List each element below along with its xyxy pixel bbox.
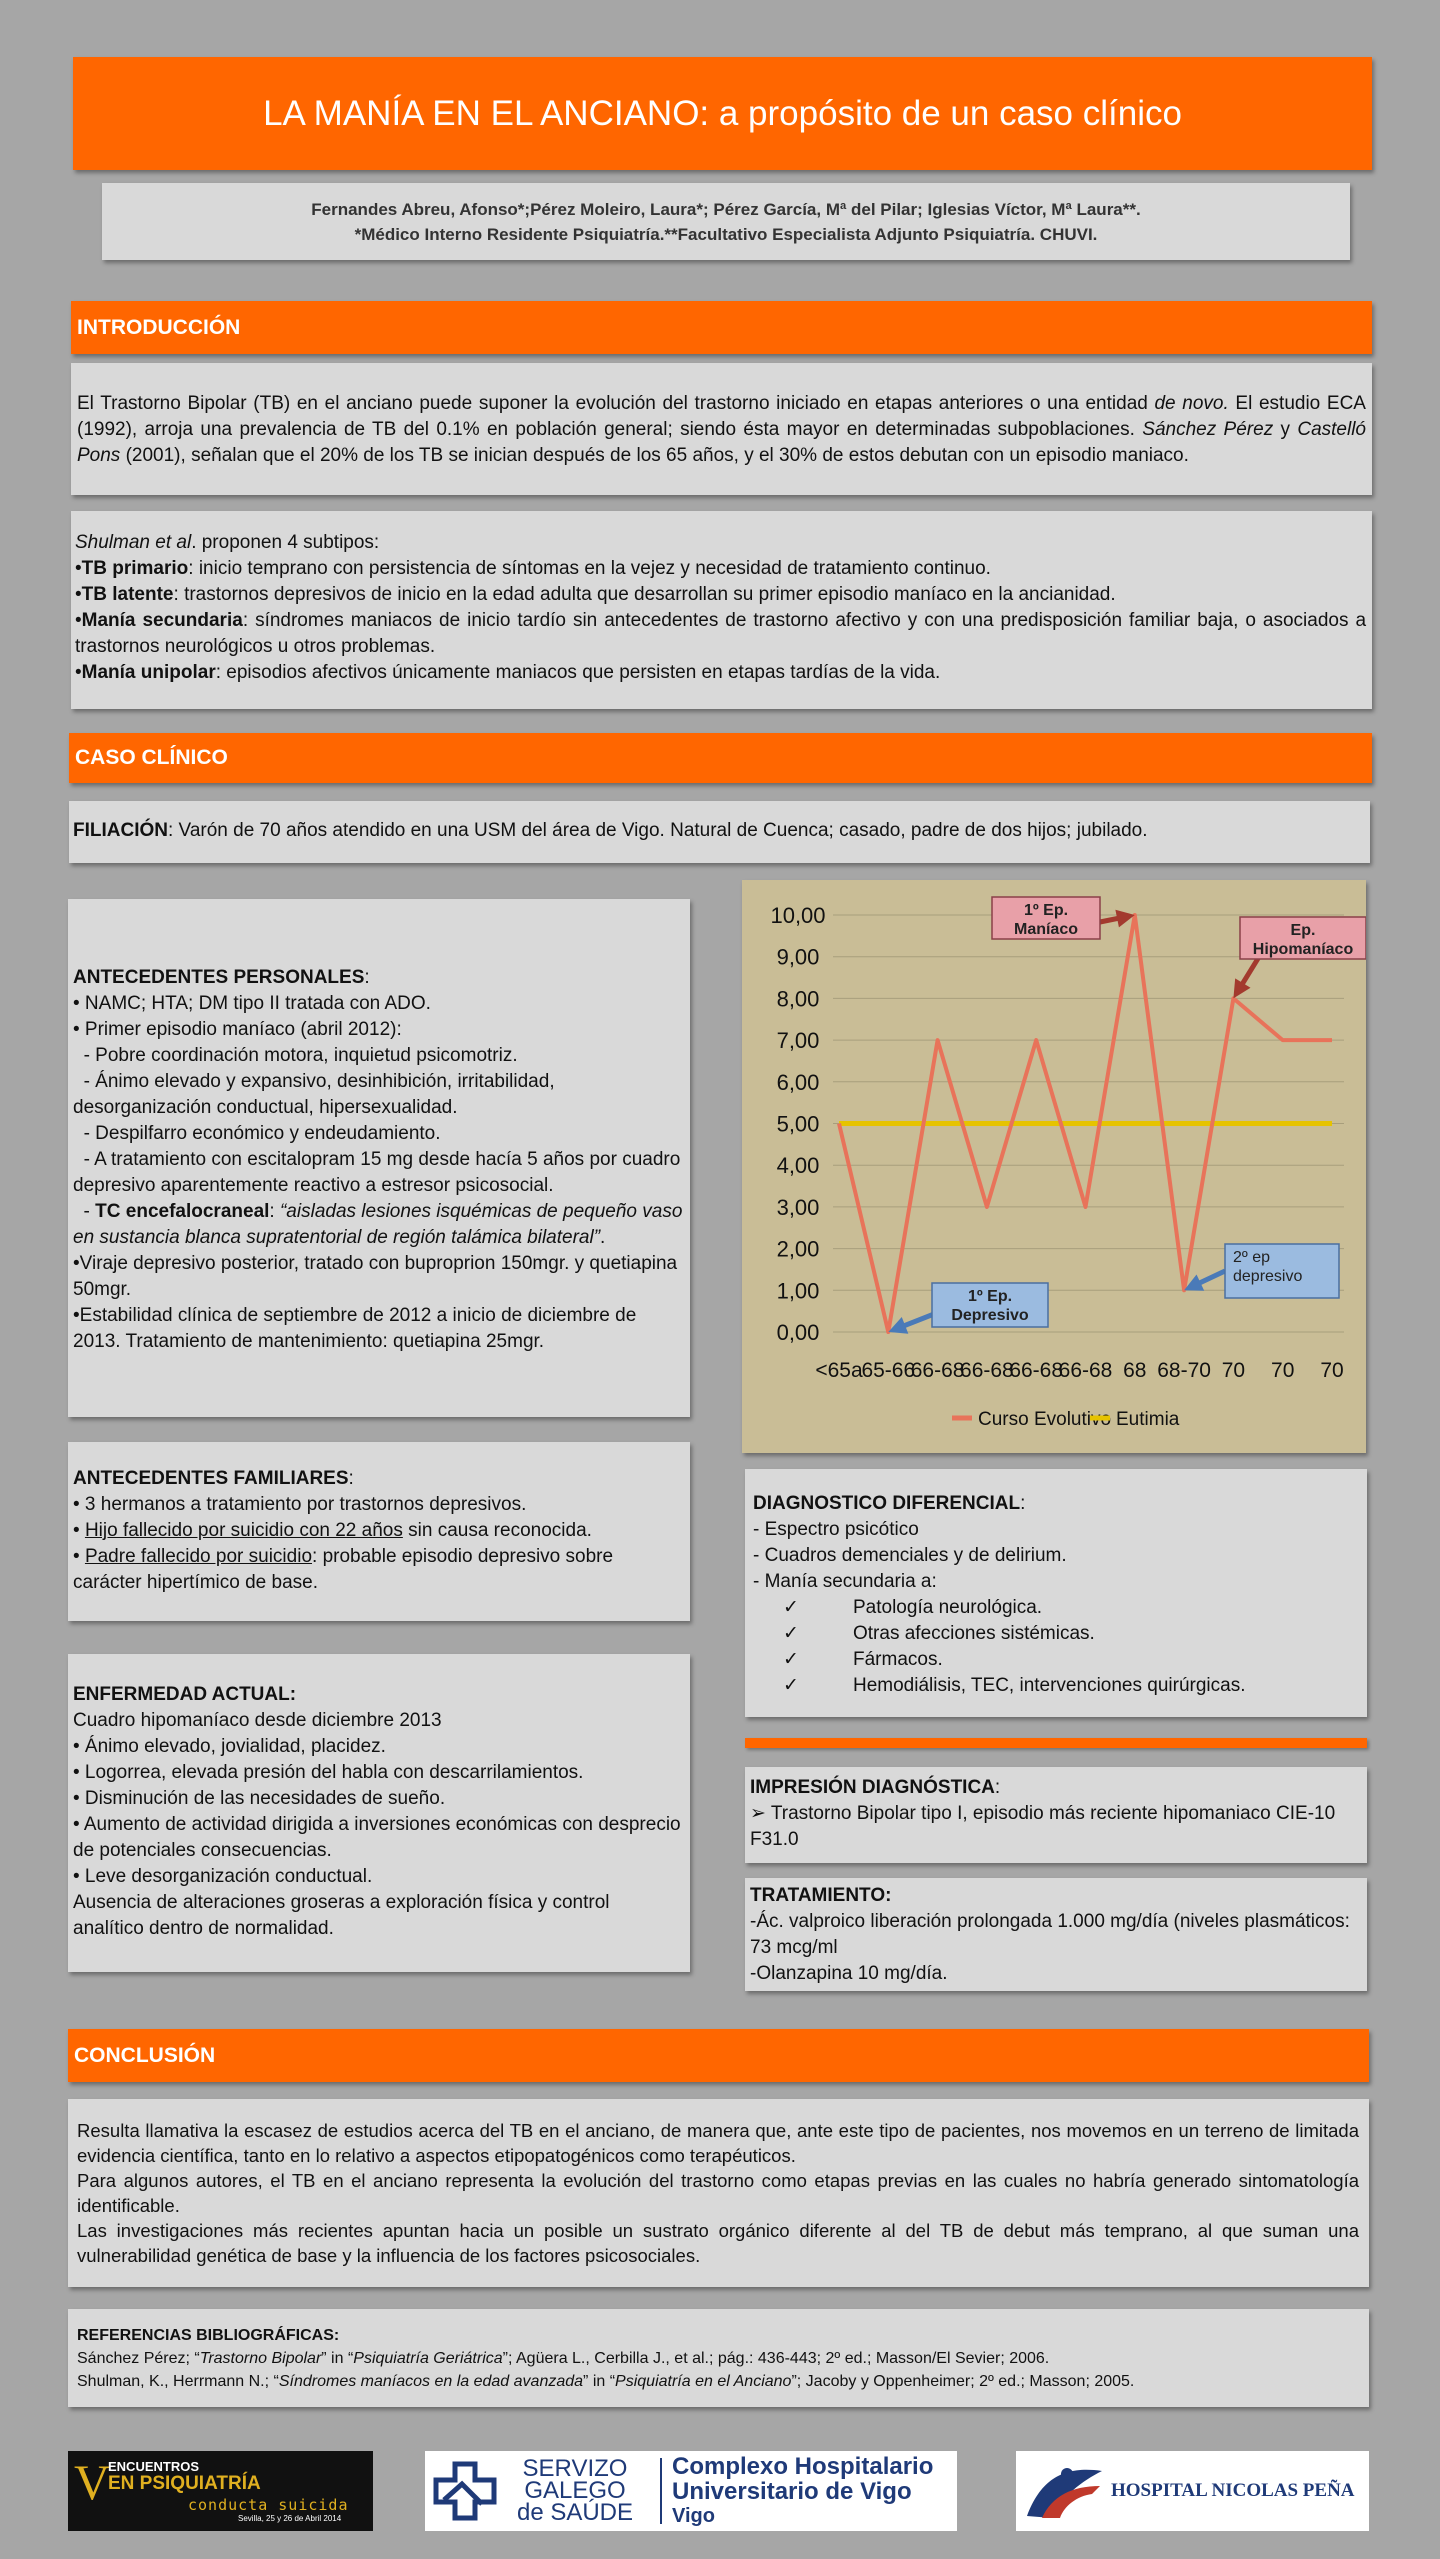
personal-heading: ANTECEDENTES PERSONALES:: [73, 967, 370, 988]
ref-title: Trastorno Bipolar: [199, 2350, 322, 2367]
subtype-label: TB latente: [81, 584, 174, 605]
tc-label: TC encefalocraneal: [95, 1201, 270, 1222]
personal-line: • NAMC; HTA; DM tipo II tratada con ADO.: [73, 993, 431, 1014]
intro-heading: INTRODUCCIÓN: [77, 315, 241, 339]
intro-text-3: (2001), señalan que el 20% de los TB se inician después de los 65 años, y el 30% de estos debutan con un episodio maniaco.: [120, 445, 1189, 466]
chart-y-tick-label: 1,00: [776, 1278, 820, 1304]
conclusion-paragraph: Para algunos autores, el TB en el anciano representa la evolución del trastorno como etapas previas en las cuales no habría generado sintomatología identificable.: [77, 2170, 1359, 2216]
check-text: Patología neurológica.: [853, 1597, 1043, 1618]
references-heading: [77, 2324, 1359, 2347]
personal-line: - A tratamiento con escitalopram 15 mg desde hacía 5 años por cuadro depresivo aparentemente reactivo a estresor psicosocial.: [73, 1149, 686, 1196]
sergas-text: [500, 2455, 650, 2526]
subtype-item: •TB primario: inicio temprano con persistencia de síntomas en la vejez y necesidad de tratamiento continuo.: [75, 558, 991, 579]
chart-y-tick-label: 6,00: [776, 1069, 820, 1095]
subtype-label: TB primario: [81, 558, 189, 579]
ref-part: ” in “: [321, 2350, 354, 2367]
current-line: • Leve desorganización conductual.: [73, 1866, 373, 1887]
family-son: Hijo fallecido por suicidio con 22 años: [84, 1520, 403, 1541]
sergas-chuvi-logo: [425, 2451, 957, 2531]
sergas-line: de SAÚDE: [516, 2499, 634, 2526]
ref-part: ” in “: [583, 2373, 616, 2390]
filiacion-panel: [69, 801, 1370, 863]
personal-heading-text: ANTECEDENTES PERSONALES: [73, 967, 365, 988]
conclusion-paragraph: Las investigaciones más recientes apuntan hacia un posible un sustrato orgánico diferente al del TB de debut más temprano, al que suman una vulnerabilidad genética de base y la influencia de los factores psicosociales.: [77, 2220, 1359, 2266]
chart-annotation-label: 2º ep: [1233, 1249, 1270, 1266]
family-heading: ANTECEDENTES FAMILIARES:: [73, 1468, 354, 1489]
poster-title-banner: [73, 57, 1372, 170]
impression-diagnosis: Trastorno Bipolar tipo I, episodio más reciente hipomaniaco CIE-10 F31.0: [750, 1803, 1336, 1850]
authors-box: [102, 183, 1350, 260]
differential-check-item: [753, 1673, 1361, 1699]
chart-annotation-label: 1º Ep.: [967, 1288, 1013, 1305]
tc-finding: “aisladas lesiones isquémicas de pequeño vaso en sustancia blanca supratentorial de región talámica bilateral”: [73, 1201, 683, 1248]
current-line: Ausencia de alteraciones groseras a exploración física y control analítico dentro de normalidad.: [73, 1892, 610, 1939]
chuvi-line: Complexo Hospitalario: [672, 2452, 934, 2480]
subtype-text: : síndromes maniacos de inicio tardío sin antecedentes de trastorno afectivo y con una predisposición familiar baja, o asociados a trastornos neurológicos u otros problemas.: [75, 610, 1367, 657]
case-heading: CASO CLÍNICO: [75, 746, 228, 769]
check-icon: ✓: [783, 1649, 799, 1670]
subtype-text: : trastornos depresivos de inicio en la edad adulta que desarrollan su primer episodio maníaco en la ancianidad.: [173, 584, 1116, 605]
encuentros-line4: Sevilla, 25 y 26 de Abril 2014: [238, 2514, 342, 2523]
intro-text-1: El Trastorno Bipolar (TB) en el anciano puede suponer la evolución del trastorno iniciado en etapas anteriores o una entidad: [77, 393, 1155, 414]
personal-line: • Primer episodio maníaco (abril 2012):: [73, 1019, 402, 1040]
check-text: Hemodiálisis, TEC, intervenciones quirúrgicas.: [853, 1675, 1246, 1696]
hospital-nicolas-pena-logo: [1016, 2451, 1369, 2531]
chart-y-tick-label: 4,00: [776, 1153, 820, 1179]
filiacion-text: : Varón de 70 años atendido en una USM del área de Vigo. Natural de Cuenca; casado, padre de dos hijos; jubilado.: [168, 820, 1148, 841]
personal-tc-line: - TC encefalocraneal: “aisladas lesiones isquémicas de pequeño vaso en sustancia blanca supratentorial de región talámica bilateral”.: [73, 1201, 683, 1248]
intro-text-2: El estudio ECA (1992), arroja una prevalencia de TB del 0.1% en población general; siendo ésta mayor en determinadas subpoblaciones.: [77, 393, 1366, 440]
check-icon: ✓: [783, 1675, 799, 1696]
personal-line: - Pobre coordinación motora, inquietud psicomotriz.: [73, 1045, 518, 1066]
references-panel: [68, 2309, 1369, 2407]
check-icon: ✓: [783, 1623, 799, 1644]
authors-names: Fernandes Abreu, Afonso*;Pérez Moleiro, Laura*; Pérez García, Mª del Pilar; Iglesias Víctor, Mª Laura**.: [311, 200, 1141, 219]
current-illness-panel: [68, 1654, 690, 1972]
subtype-label: Manía unipolar: [81, 662, 216, 683]
case-heading-bar: [69, 733, 1372, 783]
check-text: Fármacos.: [853, 1649, 943, 1670]
chart-annotation-label: Ep.: [1290, 922, 1316, 939]
treatment-line: -Olanzapina 10 mg/día.: [750, 1963, 948, 1984]
intro-y: y: [1273, 419, 1298, 440]
current-line: • Logorrea, elevada presión del habla con descarrilamientos.: [73, 1762, 584, 1783]
encuentros-line3: conducta suicida: [188, 2496, 349, 2514]
ref-part: ”; Jacoby y Oppenheimer; 2º ed.; Masson; 2005.: [791, 2373, 1135, 2390]
current-line: • Aumento de actividad dirigida a inversiones económicas con desprecio de potenciales consecuencias.: [73, 1814, 681, 1861]
impression-text: [750, 1801, 1361, 1853]
differential-panel: [745, 1469, 1367, 1717]
family-son-rest: sin causa reconocida.: [402, 1520, 592, 1541]
chart-x-tick-label: 65-66: [861, 1359, 916, 1382]
chart-legend-label: Eutimia: [1116, 1409, 1180, 1430]
sergas-line: GALEGO: [524, 2477, 626, 2504]
differential-line: - Espectro psicótico: [753, 1519, 919, 1540]
chart-annotation-label: Hipomaníaco: [1252, 941, 1354, 958]
chart-annotation-label: Maníaco: [1013, 921, 1079, 938]
chart-annotation-label: 1º Ep.: [1023, 902, 1069, 919]
conclusion-heading: CONCLUSIÓN: [74, 2043, 216, 2067]
family-line: • 3 hermanos a tratamiento por trastornos depresivos.: [73, 1494, 527, 1515]
reference-item: [77, 2347, 1359, 2370]
differential-check-item: [753, 1621, 1361, 1647]
poster-title: LA MANÍA EN EL ANCIANO: a propósito de un caso clínico: [263, 93, 1182, 133]
family-father: Padre fallecido por suicidio: [84, 1546, 313, 1567]
ref-book: Psiquiatría Geriátrica: [353, 2350, 503, 2367]
reference-item: [77, 2370, 1359, 2393]
impression-heading: IMPRESIÓN DIAGNÓSTICA:: [750, 1777, 1001, 1798]
encuentros-line1: ENCUENTROS: [108, 2459, 200, 2474]
differential-check-item: [753, 1595, 1361, 1621]
family-heading-text: ANTECEDENTES FAMILIARES: [73, 1468, 349, 1489]
subtype-item: •TB latente: trastornos depresivos de inicio en la edad adulta que desarrollan su primer episodio maníaco en la ancianidad.: [75, 584, 1116, 605]
differential-heading: DIAGNOSTICO DIFERENCIAL:: [753, 1493, 1026, 1514]
impression-heading-text: IMPRESIÓN DIAGNÓSTICA: [750, 1777, 995, 1798]
chart-legend-label: Curso Evolutivo: [978, 1409, 1112, 1430]
current-heading: [73, 1682, 684, 1708]
subtypes-lead: [75, 530, 1366, 556]
personal-history-panel: [68, 899, 690, 1417]
chart-svg: [742, 880, 1366, 1453]
intro-panel: [71, 363, 1372, 495]
family-line: • Padre fallecido por suicidio: probable episodio depresivo sobre carácter hipertímico de base.: [73, 1546, 614, 1593]
chuvi-text: [672, 2454, 933, 2529]
ref-part: Shulman, K., Herrmann N.; “: [77, 2373, 279, 2390]
subtype-text: : episodios afectivos únicamente maniacos que persisten en etapas tardías de la vida.: [215, 662, 941, 683]
differential-heading-text: DIAGNOSTICO DIFERENCIAL: [753, 1493, 1021, 1514]
orange-divider: [745, 1738, 1367, 1748]
arrow-bullet-icon: ➢: [750, 1803, 766, 1824]
personal-line: •Estabilidad clínica de septiembre de 2012 a inicio de diciembre de 2013. Tratamiento de mantenimiento: quetiapina 25mgr.: [73, 1305, 637, 1352]
impression-panel: [745, 1767, 1367, 1863]
personal-line: •Viraje depresivo posterior, tratado con buproprion 150mgr. y quetiapina 50mgr.: [73, 1253, 678, 1300]
chart-y-tick-label: 2,00: [776, 1236, 820, 1262]
intro-heading-bar: [71, 301, 1372, 354]
personal-line: - Despilfarro económico y endeudamiento.: [73, 1123, 441, 1144]
chart-y-tick-label: 3,00: [776, 1194, 820, 1220]
subtypes-panel: [71, 511, 1372, 709]
chart-annotation-label: depresivo: [1233, 1268, 1303, 1285]
intro-author-b: Castelló Pons: [77, 419, 1367, 466]
differential-line: - Cuadros demenciales y de delirium.: [753, 1545, 1067, 1566]
treatment-heading: [750, 1883, 1361, 1909]
subtype-item: •Manía secundaria: síndromes maniacos de inicio tardío sin antecedentes de trastorno afectivo y con una predisposición familiar baja, o asociados a trastornos neurológicos u otros problemas.: [75, 610, 1367, 657]
subtypes-lead-text: . proponen 4 subtipos:: [191, 532, 380, 553]
ref-book: Psiquiatría en el Anciano: [615, 2373, 792, 2390]
family-father-rest: : probable episodio depresivo sobre carácter hipertímico de base.: [73, 1546, 614, 1593]
chart-x-tick-label: <65a: [815, 1359, 863, 1382]
encuentros-logo: [68, 2451, 373, 2531]
check-icon: ✓: [783, 1597, 799, 1618]
subtypes-lead-author: Shulman et al: [75, 532, 192, 553]
differential-check-item: [753, 1647, 1361, 1673]
chart-annotation-label: Depresivo: [951, 1307, 1029, 1324]
chart-y-tick-label: 10,00: [770, 903, 826, 928]
current-line: Cuadro hipomaníaco desde diciembre 2013: [73, 1710, 442, 1731]
logo-separator: [660, 2458, 662, 2524]
chart-y-tick-label: 5,00: [776, 1111, 820, 1137]
conclusion-panel: [68, 2099, 1369, 2287]
references-heading-text: REFERENCIAS BIBLIOGRÁFICAS:: [77, 2327, 340, 2344]
intro-de-novo: de novo.: [1154, 393, 1229, 414]
chart-x-tick-label: 66-68: [910, 1359, 965, 1382]
intro-author-a: Sánchez Pérez: [1142, 419, 1274, 440]
sergas-cross-icon: [430, 2460, 500, 2522]
chart-y-tick-label: 9,00: [776, 944, 820, 970]
treatment-panel: [745, 1878, 1367, 1991]
ref-part: ”; Agüera L., Cerbilla J., et al.; pág.: 436-443; 2º ed.; Masson/El Sevier; 2006.: [502, 2350, 1050, 2367]
chuvi-line: Vigo: [672, 2504, 715, 2527]
sergas-line: SERVIZO: [522, 2455, 628, 2482]
chart-x-tick-label: 66-68: [1058, 1359, 1113, 1382]
hospital-emblem-icon: [1022, 2456, 1107, 2526]
chart-x-tick-label: 68-70: [1157, 1359, 1211, 1382]
encuentros-line2: EN PSIQUIATRÍA: [108, 2473, 261, 2494]
conclusion-paragraph: Resulta llamativa la escasez de estudios acerca del TB en el anciano, de manera que, ante este tipo de pacientes, nos movemos en un terreno de limitada evidencia científica, tanto en lo relativo a aspectos etipopatogénicos como terapéuticos.: [77, 2120, 1359, 2166]
chart-x-tick-label: 66-68: [960, 1359, 1014, 1382]
ref-part: Sánchez Pérez; “: [77, 2350, 200, 2367]
personal-line: - Ánimo elevado y expansivo, desinhibición, irritabilidad, desorganización conductual, hipersexualidad.: [73, 1071, 560, 1118]
chart-x-tick-label: 70: [1320, 1359, 1344, 1382]
treatment-line: -Ác. valproico liberación prolongada 1.000 mg/día (niveles plasmáticos: 73 mcg/ml: [750, 1911, 1350, 1958]
chart-y-tick-label: 8,00: [776, 986, 820, 1012]
check-text: Otras afecciones sistémicas.: [853, 1623, 1095, 1644]
authors-affiliations: *Médico Interno Residente Psiquiatría.**Facultativo Especialista Adjunto Psiquiatría. CHUVI.: [354, 225, 1098, 244]
encuentros-v: V: [74, 2454, 111, 2510]
chart-x-tick-label: 66-68: [1009, 1359, 1064, 1382]
chart-x-tick-label: 68: [1123, 1359, 1147, 1382]
ref-title: Síndromes maníacos en la edad avanzada: [278, 2373, 584, 2390]
subtype-label: Manía secundaria: [81, 610, 243, 631]
chart-y-tick-label: 0,00: [776, 1320, 820, 1345]
clinical-course-chart: [742, 880, 1366, 1453]
differential-line: - Manía secundaria a:: [753, 1571, 937, 1592]
current-line: • Ánimo elevado, jovialidad, placidez.: [73, 1736, 386, 1757]
subtype-item: •Manía unipolar: episodios afectivos únicamente maniacos que persisten en etapas tardías de la vida.: [75, 662, 941, 683]
subtype-text: : inicio temprano con persistencia de síntomas en la vejez y necesidad de tratamiento continuo.: [188, 558, 991, 579]
family-line: • Hijo fallecido por suicidio con 22 años sin causa reconocida.: [73, 1520, 592, 1541]
chart-x-tick-label: 70: [1271, 1359, 1295, 1382]
current-line: • Disminución de las necesidades de sueño.: [73, 1788, 446, 1809]
current-heading-text: ENFERMEDAD ACTUAL:: [73, 1684, 297, 1705]
chart-y-tick-label: 7,00: [776, 1028, 820, 1054]
conclusion-heading-bar: [68, 2029, 1369, 2082]
family-history-panel: [68, 1442, 690, 1621]
treatment-heading-text: TRATAMIENTO:: [750, 1885, 892, 1906]
chart-x-tick-label: 70: [1221, 1359, 1246, 1382]
filiacion-label: FILIACIÓN: [73, 820, 168, 841]
hospital-name: HOSPITAL NICOLAS PEÑA: [1111, 2480, 1355, 2501]
chuvi-line: Universitario de Vigo: [672, 2477, 912, 2505]
